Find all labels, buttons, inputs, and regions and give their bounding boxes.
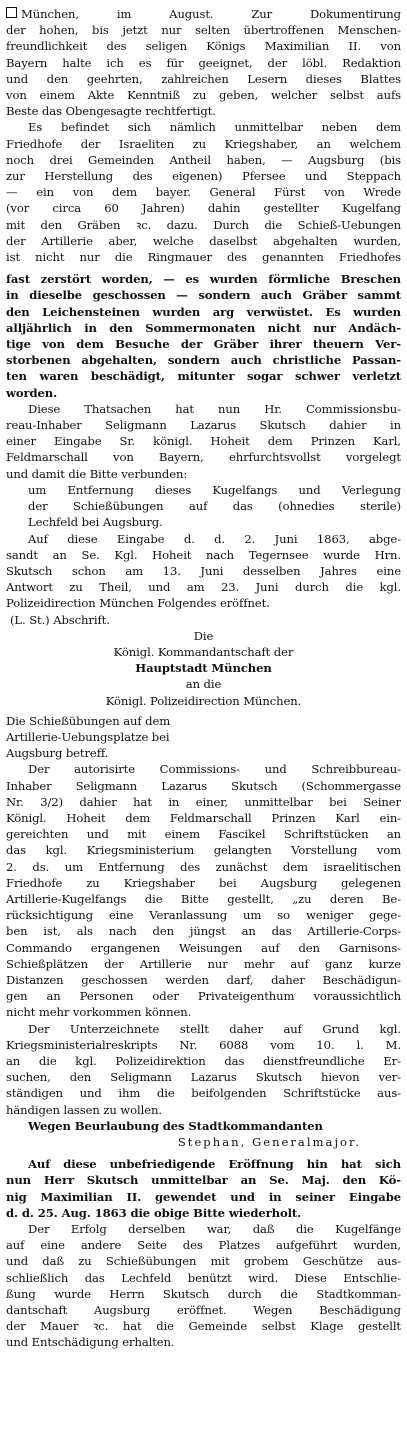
text-line: der Mauer ꝛc. hat die Gemeinde selbst Klage gestellt	[6, 1319, 401, 1334]
text-line: Beste das Obengesagte rechtfertigt.	[6, 104, 216, 119]
text-line: Der Unterzeichnete stellt daher auf Grund kgl.	[28, 1021, 401, 1036]
text-line: und den geehrten, zahlreichen Lesern dieses Blattes	[6, 71, 401, 86]
letter-address	[6, 628, 401, 709]
text-line: rücksichtigung eine Veranlassung um so weniger gege-	[6, 908, 401, 923]
text-line: Königl. Hoheit dem Feldmarschall Prinzen Karl ein-	[6, 810, 401, 825]
text-line: sandt an Se. Kgl. Hoheit nach Tegernsee wurde Hrn.	[6, 547, 401, 562]
address-line: Königl. Kommandantschaft der	[113, 644, 294, 659]
text-line: ständigen und ihm die beifolgenden Schriftstücke aus-	[6, 1086, 401, 1101]
text-line: Antwort zu Theil, und am 23. Juni durch die kgl.	[6, 580, 401, 595]
text-line: Distanzen geschossen werden darf, daher Beschädigun-	[6, 972, 401, 987]
paragraph-petition	[6, 401, 401, 482]
petition-request	[6, 482, 401, 531]
text-line: Es befindet sich nämlich unmittelbar neben dem	[28, 120, 401, 135]
text-line: Bayern halte ich es für geeignet, der löbl. Redaktion	[6, 55, 401, 70]
text-line: Skutsch schon am 13. Juni desselben Jahres eine	[6, 563, 401, 578]
address-line: Königl. Polizeidirection München.	[105, 693, 302, 708]
text-line: Kriegsministerialreskripts Nr. 6088 vom 10. l. M.	[6, 1037, 401, 1052]
text-line: Auf diese Eingabe d. d. 2. Juni 1863, abge-	[28, 531, 401, 546]
address-line: Die	[193, 628, 214, 643]
signature: Stephan, Generalmajor.	[177, 1135, 361, 1150]
copy-mark: (L. St.) Abschrift.	[10, 612, 110, 627]
text-line: (vor circa 60 Jahren) dahin gestellter Kugelfang	[6, 201, 401, 216]
text-line: Wegen Beurlaubung des Stadtkommandanten	[28, 1118, 323, 1133]
text-line: tige von dem Besuche der Gräber ihrer theuern Ver-	[6, 337, 401, 352]
paragraph-cemetery	[6, 119, 401, 265]
text-line: Friedhofe der Israeliten zu Kriegshaber, an welchem	[6, 136, 401, 151]
text-line: Nr. 3/2) dahier hat in einer, unmittelbar bei Seiner	[6, 794, 401, 809]
text-line: an die kgl. Polizeidirektion das dienstfreundliche Er-	[6, 1054, 401, 1068]
text-line: gereichten und mit einem Fascikel Schriftstücken an	[6, 827, 401, 842]
paragraph-damage	[6, 271, 401, 401]
text-line: in dieselbe geschossen — sondern auch Gräber sammt	[6, 288, 401, 303]
text-line: der hohen, bis jetzt nur selten übertroffenen Menschen-	[6, 23, 401, 38]
text-line: Der autorisirte Commissions- und Schreibbureau-	[28, 762, 401, 777]
text-line: ben ist, als nach den jüngst an das Artillerie-Corps-	[6, 924, 401, 939]
text-line: worden.	[6, 385, 58, 400]
text-line: mit den Gräben ꝛc. dazu. Durch die Schieß-Uebungen	[6, 217, 401, 232]
paragraph-intro	[6, 6, 401, 119]
subject-line: Artillerie-Uebungsplatze bei	[6, 729, 170, 744]
text-line: — ein von dem bayer. General Fürst von Wrede	[6, 185, 401, 200]
text-line: Der Erfolg derselben war, daß die Kugelfänge	[28, 1222, 401, 1237]
text-line: suchen, den Seligmann Lazarus Skutsch hievon ver-	[6, 1070, 401, 1085]
text-line: freundlichkeit des seligen Königs Maximilian II. von	[6, 39, 401, 54]
text-line: storbenen abgehalten, sondern auch christliche Passan-	[6, 353, 401, 368]
address-line: an die	[185, 677, 222, 692]
text-line: Schießplätzen der Artillerie nur mehr auf ganz kurze	[6, 956, 401, 971]
text-line: alljährlich in den Sommermonaten nicht nur Andäch-	[6, 320, 401, 335]
text-line: Artillerie-Kugelfangs die Bitte gestellt, „zu deren Be-	[6, 891, 401, 906]
text-line: einer Eingabe Sr. königl. Hoheit dem Prinzen Karl,	[6, 434, 401, 449]
text-line: zur Herstellung des eigenen) Pfersee und Steppach	[6, 169, 401, 184]
text-line: um Entfernung dieses Kugelfangs und Verlegung	[28, 482, 401, 497]
text-line: Diese Thatsachen hat nun Hr. Commissionsbu-	[28, 401, 401, 416]
text-line: gen an Personen oder Privateigenthum voraussichtlich	[6, 989, 401, 1004]
paragraph-outcome	[6, 1221, 401, 1351]
subject-line: Augsburg betreff.	[6, 746, 109, 761]
text-line: 2. ds. um Entfernung des zunächst dem israelitischen	[6, 859, 401, 874]
text-line: ten waren beschädigt, mitunter sogar schwer verletzt	[6, 369, 401, 384]
text-line: nicht mehr vorkommen können.	[6, 1005, 192, 1020]
text-line: Lechfeld bei Augsburg.	[28, 515, 163, 530]
text-line: Feldmarschall von Bayern, ehrfurchtsvollst vorgelegt	[6, 450, 401, 465]
text-line: nun Herr Skutsch unmittelbar an Se. Maj. den Kö-	[6, 1173, 401, 1188]
text-line: der Schießübungen auf das (ohnedies sterile)	[28, 499, 401, 514]
text-line: reau-Inhaber Seligmann Lazarus Skutsch dahier in	[6, 418, 401, 433]
text-line: Polizeidirection München Folgendes eröffnet.	[6, 596, 270, 611]
bullet-box-icon	[6, 7, 17, 18]
letter-body-2	[6, 1021, 401, 1118]
text-line: der Artillerie aber, welche daselbst abgehalten wurden,	[6, 233, 401, 248]
text-line: von einem Akte Kenntniß zu geben, welcher selbst aufs	[6, 88, 401, 103]
text-line: Auf diese unbefriedigende Eröffnung hin hat sich	[28, 1157, 401, 1172]
paragraph-reply	[6, 531, 401, 612]
letter-body-1	[6, 761, 401, 1020]
text-line: ßung wurde Herrn Skutsch durch die Stadtkomman-	[6, 1286, 401, 1301]
text-line: und damit die Bitte verbunden:	[6, 466, 188, 481]
text-line: München, im August. Zur Dokumentirung	[6, 6, 401, 22]
text-line: Commando ergangenen Weisungen auf den Garnisons-	[6, 940, 401, 955]
letter-closing	[6, 1118, 401, 1150]
text-line: auf eine andere Seite des Platzes aufgeführt wurden,	[6, 1238, 401, 1253]
text-line: dantschaft Augsburg eröffnet. Wegen Beschädigung	[6, 1303, 401, 1318]
text-line: und Entschädigung erhalten.	[6, 1335, 175, 1350]
text-line: d. d. 25. Aug. 1863 die obige Bitte wiederholt.	[6, 1205, 302, 1220]
paragraph-king-petition	[6, 1156, 401, 1221]
text-line: nig Maximilian II. gewendet und in seiner Eingabe	[6, 1189, 401, 1204]
letter-subject	[6, 713, 401, 762]
text-line: und daß zu Schießübungen mit grobem Geschütze aus-	[6, 1254, 401, 1269]
text-line: Inhaber Seligmann Lazarus Skutsch (Schommergasse	[6, 778, 401, 793]
text-line: schließlich das Lechfeld benützt wird. Diese Entschlie-	[6, 1270, 401, 1285]
text-line: den Leichensteinen wurden arg verwüstet. Es wurden	[6, 304, 401, 319]
text-line: fast zerstört worden, — es wurden förmliche Breschen	[6, 272, 401, 287]
text-line: das kgl. Kriegsministerium gelangten Vorstellung vom	[6, 843, 401, 858]
text-line: noch drei Gemeinden Antheil haben, — Augsburg (bis	[6, 152, 401, 167]
address-line: Hauptstadt München	[135, 661, 272, 676]
text-line: Friedhofe zu Kriegshaber bei Augsburg gelegenen	[6, 875, 401, 890]
text-line: ist nicht nur die Ringmauer des genannten Friedhofes	[6, 250, 401, 265]
subject-line: Die Schießübungen auf dem	[6, 713, 171, 728]
text-line: händigen lassen zu wollen.	[6, 1102, 162, 1117]
